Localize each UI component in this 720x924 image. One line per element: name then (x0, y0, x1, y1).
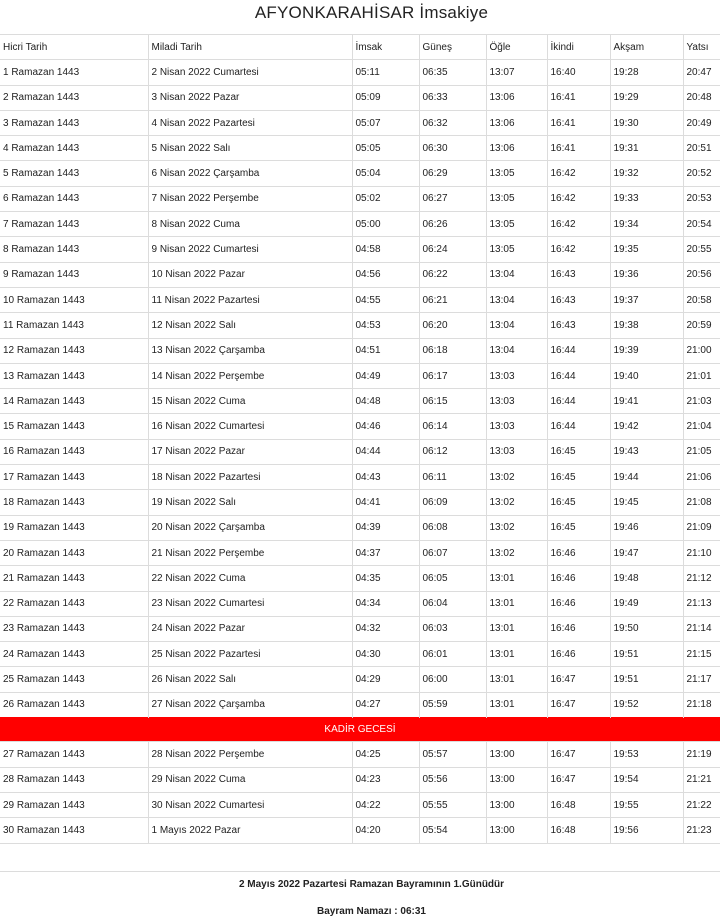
cell-imsak: 04:20 (352, 818, 419, 843)
cell-aksam: 19:39 (610, 338, 683, 363)
cell-miladi-tarih: 2 Nisan 2022 Cumartesi (148, 60, 352, 85)
cell-imsak: 04:51 (352, 338, 419, 363)
footer-divider (0, 871, 720, 872)
cell-aksam: 19:38 (610, 313, 683, 338)
cell-gunes: 06:27 (419, 186, 486, 211)
cell-miladi-tarih: 9 Nisan 2022 Cumartesi (148, 237, 352, 262)
table-row (0, 313, 720, 338)
cell-hicri-tarih: 13 Ramazan 1443 (0, 363, 148, 388)
cell-gunes: 06:26 (419, 212, 486, 237)
cell-gunes: 06:18 (419, 338, 486, 363)
cell-miladi-tarih: 16 Nisan 2022 Cumartesi (148, 414, 352, 439)
cell-yatsi: 20:58 (683, 287, 720, 312)
table-row (0, 262, 720, 287)
header-imsak: İmsak (352, 35, 419, 60)
cell-hicri-tarih: 5 Ramazan 1443 (0, 161, 148, 186)
table-row (0, 110, 720, 135)
cell-imsak: 04:34 (352, 591, 419, 616)
cell-imsak: 04:32 (352, 616, 419, 641)
cell-imsak: 04:29 (352, 667, 419, 692)
cell-ikindi: 16:48 (547, 818, 610, 843)
cell-miladi-tarih: 14 Nisan 2022 Perşembe (148, 363, 352, 388)
cell-miladi-tarih: 27 Nisan 2022 Çarşamba (148, 692, 352, 717)
cell-ogle: 13:05 (486, 237, 547, 262)
cell-imsak: 04:35 (352, 566, 419, 591)
cell-yatsi: 21:08 (683, 490, 720, 515)
table-row (0, 465, 720, 490)
cell-miladi-tarih: 3 Nisan 2022 Pazar (148, 85, 352, 110)
cell-yatsi: 21:05 (683, 439, 720, 464)
cell-yatsi: 21:23 (683, 818, 720, 843)
cell-ikindi: 16:47 (547, 767, 610, 792)
cell-gunes: 06:00 (419, 667, 486, 692)
cell-aksam: 19:30 (610, 110, 683, 135)
cell-hicri-tarih: 27 Ramazan 1443 (0, 742, 148, 767)
cell-hicri-tarih: 12 Ramazan 1443 (0, 338, 148, 363)
cell-miladi-tarih: 4 Nisan 2022 Pazartesi (148, 110, 352, 135)
table-body (0, 60, 720, 843)
cell-aksam: 19:43 (610, 439, 683, 464)
cell-miladi-tarih: 18 Nisan 2022 Pazartesi (148, 465, 352, 490)
page-title: AFYONKARAHİSAR İmsakiye (254, 3, 489, 22)
table-row (0, 85, 720, 110)
cell-ogle: 13:06 (486, 136, 547, 161)
cell-ikindi: 16:41 (547, 110, 610, 135)
cell-ogle: 13:01 (486, 591, 547, 616)
cell-miladi-tarih: 24 Nisan 2022 Pazar (148, 616, 352, 641)
cell-ikindi: 16:44 (547, 414, 610, 439)
cell-yatsi: 20:51 (683, 136, 720, 161)
header-aksam: Akşam (610, 35, 683, 60)
cell-aksam: 19:42 (610, 414, 683, 439)
cell-aksam: 19:35 (610, 237, 683, 262)
cell-imsak: 04:27 (352, 692, 419, 717)
cell-aksam: 19:34 (610, 212, 683, 237)
cell-ikindi: 16:45 (547, 490, 610, 515)
cell-hicri-tarih: 23 Ramazan 1443 (0, 616, 148, 641)
cell-ogle: 13:02 (486, 465, 547, 490)
table-row (0, 692, 720, 717)
cell-gunes: 05:55 (419, 792, 486, 817)
cell-miladi-tarih: 19 Nisan 2022 Salı (148, 490, 352, 515)
cell-yatsi: 20:48 (683, 85, 720, 110)
cell-aksam: 19:53 (610, 742, 683, 767)
cell-hicri-tarih: 16 Ramazan 1443 (0, 439, 148, 464)
cell-ikindi: 16:44 (547, 389, 610, 414)
table-row (0, 515, 720, 540)
cell-miladi-tarih: 15 Nisan 2022 Cuma (148, 389, 352, 414)
cell-ikindi: 16:47 (547, 742, 610, 767)
cell-hicri-tarih: 19 Ramazan 1443 (0, 515, 148, 540)
cell-yatsi: 21:14 (683, 616, 720, 641)
table-row (0, 642, 720, 667)
cell-ogle: 13:04 (486, 262, 547, 287)
table-row (0, 237, 720, 262)
cell-gunes: 05:59 (419, 692, 486, 717)
cell-miladi-tarih: 1 Mayıs 2022 Pazar (148, 818, 352, 843)
cell-gunes: 06:08 (419, 515, 486, 540)
cell-aksam: 19:52 (610, 692, 683, 717)
kadir-gecesi-row (0, 718, 720, 742)
cell-hicri-tarih: 4 Ramazan 1443 (0, 136, 148, 161)
imsakiye-table (0, 34, 720, 844)
cell-ikindi: 16:41 (547, 136, 610, 161)
cell-gunes: 06:24 (419, 237, 486, 262)
cell-ikindi: 16:42 (547, 212, 610, 237)
cell-gunes: 06:01 (419, 642, 486, 667)
cell-miladi-tarih: 13 Nisan 2022 Çarşamba (148, 338, 352, 363)
cell-yatsi: 21:12 (683, 566, 720, 591)
header-miladi-tarih: Miladi Tarih (148, 35, 352, 60)
table-row (0, 439, 720, 464)
cell-yatsi: 21:22 (683, 792, 720, 817)
cell-aksam: 19:40 (610, 363, 683, 388)
cell-aksam: 19:45 (610, 490, 683, 515)
cell-imsak: 04:30 (352, 642, 419, 667)
cell-miladi-tarih: 10 Nisan 2022 Pazar (148, 262, 352, 287)
table-row (0, 591, 720, 616)
cell-hicri-tarih: 6 Ramazan 1443 (0, 186, 148, 211)
cell-yatsi: 20:52 (683, 161, 720, 186)
cell-aksam: 19:51 (610, 667, 683, 692)
table-row (0, 540, 720, 565)
cell-gunes: 06:32 (419, 110, 486, 135)
cell-ogle: 13:00 (486, 742, 547, 767)
cell-miladi-tarih: 29 Nisan 2022 Cuma (148, 767, 352, 792)
cell-ikindi: 16:43 (547, 313, 610, 338)
header-gunes: Güneş (419, 35, 486, 60)
cell-ogle: 13:05 (486, 212, 547, 237)
cell-hicri-tarih: 1 Ramazan 1443 (0, 60, 148, 85)
cell-ikindi: 16:43 (547, 262, 610, 287)
cell-yatsi: 21:15 (683, 642, 720, 667)
cell-hicri-tarih: 8 Ramazan 1443 (0, 237, 148, 262)
cell-ikindi: 16:46 (547, 540, 610, 565)
cell-ogle: 13:01 (486, 642, 547, 667)
cell-aksam: 19:28 (610, 60, 683, 85)
cell-miladi-tarih: 28 Nisan 2022 Perşembe (148, 742, 352, 767)
cell-imsak: 05:04 (352, 161, 419, 186)
cell-yatsi: 20:49 (683, 110, 720, 135)
table-row (0, 186, 720, 211)
cell-hicri-tarih: 2 Ramazan 1443 (0, 85, 148, 110)
cell-hicri-tarih: 3 Ramazan 1443 (0, 110, 148, 135)
cell-aksam: 19:50 (610, 616, 683, 641)
cell-yatsi: 20:59 (683, 313, 720, 338)
cell-ogle: 13:01 (486, 616, 547, 641)
cell-miladi-tarih: 30 Nisan 2022 Cumartesi (148, 792, 352, 817)
cell-miladi-tarih: 11 Nisan 2022 Pazartesi (148, 287, 352, 312)
cell-yatsi: 21:03 (683, 389, 720, 414)
cell-gunes: 06:20 (419, 313, 486, 338)
header-ogle: Öğle (486, 35, 547, 60)
cell-gunes: 06:14 (419, 414, 486, 439)
cell-ogle: 13:06 (486, 110, 547, 135)
cell-ogle: 13:04 (486, 313, 547, 338)
cell-yatsi: 20:53 (683, 186, 720, 211)
cell-ogle: 13:05 (486, 186, 547, 211)
cell-yatsi: 21:04 (683, 414, 720, 439)
cell-ikindi: 16:42 (547, 237, 610, 262)
cell-miladi-tarih: 7 Nisan 2022 Perşembe (148, 186, 352, 211)
cell-ogle: 13:02 (486, 515, 547, 540)
cell-gunes: 06:35 (419, 60, 486, 85)
cell-yatsi: 20:55 (683, 237, 720, 262)
cell-hicri-tarih: 22 Ramazan 1443 (0, 591, 148, 616)
cell-aksam: 19:37 (610, 287, 683, 312)
cell-hicri-tarih: 28 Ramazan 1443 (0, 767, 148, 792)
cell-ogle: 13:03 (486, 414, 547, 439)
cell-imsak: 04:39 (352, 515, 419, 540)
cell-ikindi: 16:45 (547, 465, 610, 490)
cell-ikindi: 16:42 (547, 161, 610, 186)
cell-hicri-tarih: 17 Ramazan 1443 (0, 465, 148, 490)
table-row (0, 136, 720, 161)
cell-aksam: 19:48 (610, 566, 683, 591)
cell-ogle: 13:04 (486, 338, 547, 363)
cell-miladi-tarih: 8 Nisan 2022 Cuma (148, 212, 352, 237)
cell-miladi-tarih: 17 Nisan 2022 Pazar (148, 439, 352, 464)
cell-ogle: 13:01 (486, 566, 547, 591)
cell-gunes: 06:04 (419, 591, 486, 616)
cell-hicri-tarih: 9 Ramazan 1443 (0, 262, 148, 287)
cell-hicri-tarih: 24 Ramazan 1443 (0, 642, 148, 667)
table-row (0, 338, 720, 363)
cell-ogle: 13:02 (486, 490, 547, 515)
imsakiye-table-wrapper (0, 34, 720, 844)
cell-imsak: 05:11 (352, 60, 419, 85)
cell-imsak: 04:46 (352, 414, 419, 439)
cell-ikindi: 16:46 (547, 616, 610, 641)
cell-imsak: 05:00 (352, 212, 419, 237)
table-row (0, 490, 720, 515)
cell-aksam: 19:36 (610, 262, 683, 287)
table-row (0, 818, 720, 843)
cell-ogle: 13:03 (486, 439, 547, 464)
cell-hicri-tarih: 25 Ramazan 1443 (0, 667, 148, 692)
cell-gunes: 06:17 (419, 363, 486, 388)
cell-miladi-tarih: 6 Nisan 2022 Çarşamba (148, 161, 352, 186)
cell-gunes: 06:30 (419, 136, 486, 161)
cell-imsak: 04:58 (352, 237, 419, 262)
table-row (0, 566, 720, 591)
bayram-namazi: Bayram Namazı : 06:31 (317, 906, 426, 917)
cell-hicri-tarih: 29 Ramazan 1443 (0, 792, 148, 817)
cell-yatsi: 21:13 (683, 591, 720, 616)
cell-miladi-tarih: 12 Nisan 2022 Salı (148, 313, 352, 338)
table-row (0, 667, 720, 692)
cell-gunes: 06:21 (419, 287, 486, 312)
cell-yatsi: 21:01 (683, 363, 720, 388)
header-ikindi: İkindi (547, 35, 610, 60)
cell-gunes: 06:11 (419, 465, 486, 490)
cell-imsak: 04:25 (352, 742, 419, 767)
cell-miladi-tarih: 25 Nisan 2022 Pazartesi (148, 642, 352, 667)
table-row (0, 792, 720, 817)
cell-imsak: 05:02 (352, 186, 419, 211)
cell-imsak: 04:55 (352, 287, 419, 312)
cell-hicri-tarih: 21 Ramazan 1443 (0, 566, 148, 591)
table-row (0, 363, 720, 388)
cell-imsak: 04:53 (352, 313, 419, 338)
cell-gunes: 06:09 (419, 490, 486, 515)
cell-aksam: 19:29 (610, 85, 683, 110)
cell-hicri-tarih: 11 Ramazan 1443 (0, 313, 148, 338)
cell-miladi-tarih: 5 Nisan 2022 Salı (148, 136, 352, 161)
cell-ogle: 13:01 (486, 692, 547, 717)
cell-yatsi: 21:17 (683, 667, 720, 692)
cell-imsak: 04:48 (352, 389, 419, 414)
cell-aksam: 19:31 (610, 136, 683, 161)
table-row (0, 389, 720, 414)
cell-gunes: 06:22 (419, 262, 486, 287)
cell-ikindi: 16:47 (547, 692, 610, 717)
cell-hicri-tarih: 10 Ramazan 1443 (0, 287, 148, 312)
cell-gunes: 05:57 (419, 742, 486, 767)
cell-hicri-tarih: 14 Ramazan 1443 (0, 389, 148, 414)
cell-hicri-tarih: 18 Ramazan 1443 (0, 490, 148, 515)
cell-aksam: 19:55 (610, 792, 683, 817)
kadir-gecesi-label: KADİR GECESİ (0, 718, 720, 742)
cell-ogle: 13:04 (486, 287, 547, 312)
cell-hicri-tarih: 30 Ramazan 1443 (0, 818, 148, 843)
cell-hicri-tarih: 26 Ramazan 1443 (0, 692, 148, 717)
cell-imsak: 05:07 (352, 110, 419, 135)
table-header-row (0, 35, 720, 60)
cell-aksam: 19:33 (610, 186, 683, 211)
cell-aksam: 19:47 (610, 540, 683, 565)
cell-ikindi: 16:46 (547, 642, 610, 667)
cell-gunes: 05:54 (419, 818, 486, 843)
cell-gunes: 05:56 (419, 767, 486, 792)
cell-hicri-tarih: 7 Ramazan 1443 (0, 212, 148, 237)
cell-imsak: 04:41 (352, 490, 419, 515)
cell-imsak: 04:44 (352, 439, 419, 464)
cell-ogle: 13:00 (486, 818, 547, 843)
cell-imsak: 04:49 (352, 363, 419, 388)
cell-gunes: 06:05 (419, 566, 486, 591)
cell-ogle: 13:06 (486, 85, 547, 110)
cell-hicri-tarih: 15 Ramazan 1443 (0, 414, 148, 439)
cell-ikindi: 16:41 (547, 85, 610, 110)
cell-gunes: 06:07 (419, 540, 486, 565)
cell-aksam: 19:51 (610, 642, 683, 667)
cell-ikindi: 16:44 (547, 363, 610, 388)
cell-ikindi: 16:40 (547, 60, 610, 85)
cell-aksam: 19:32 (610, 161, 683, 186)
cell-gunes: 06:15 (419, 389, 486, 414)
cell-ikindi: 16:42 (547, 186, 610, 211)
table-row (0, 742, 720, 767)
table-row (0, 60, 720, 85)
cell-ikindi: 16:45 (547, 439, 610, 464)
cell-imsak: 04:56 (352, 262, 419, 287)
cell-yatsi: 20:54 (683, 212, 720, 237)
cell-gunes: 06:29 (419, 161, 486, 186)
cell-yatsi: 21:21 (683, 767, 720, 792)
bayram-note: 2 Mayıs 2022 Pazartesi Ramazan Bayramının 1.Günüdür (238, 879, 505, 890)
cell-miladi-tarih: 26 Nisan 2022 Salı (148, 667, 352, 692)
cell-ogle: 13:07 (486, 60, 547, 85)
table-row (0, 616, 720, 641)
cell-ogle: 13:00 (486, 792, 547, 817)
cell-gunes: 06:03 (419, 616, 486, 641)
cell-imsak: 05:09 (352, 85, 419, 110)
cell-ogle: 13:02 (486, 540, 547, 565)
cell-ikindi: 16:48 (547, 792, 610, 817)
cell-aksam: 19:56 (610, 818, 683, 843)
cell-aksam: 19:41 (610, 389, 683, 414)
cell-imsak: 04:43 (352, 465, 419, 490)
cell-ogle: 13:01 (486, 667, 547, 692)
cell-yatsi: 21:06 (683, 465, 720, 490)
cell-aksam: 19:46 (610, 515, 683, 540)
cell-miladi-tarih: 23 Nisan 2022 Cumartesi (148, 591, 352, 616)
cell-yatsi: 21:10 (683, 540, 720, 565)
cell-imsak: 04:22 (352, 792, 419, 817)
cell-aksam: 19:44 (610, 465, 683, 490)
cell-ikindi: 16:46 (547, 591, 610, 616)
cell-gunes: 06:33 (419, 85, 486, 110)
cell-ogle: 13:03 (486, 389, 547, 414)
cell-ogle: 13:03 (486, 363, 547, 388)
table-row (0, 212, 720, 237)
cell-hicri-tarih: 20 Ramazan 1443 (0, 540, 148, 565)
cell-yatsi: 20:47 (683, 60, 720, 85)
cell-miladi-tarih: 22 Nisan 2022 Cuma (148, 566, 352, 591)
cell-miladi-tarih: 21 Nisan 2022 Perşembe (148, 540, 352, 565)
header-hicri-tarih: Hicri Tarih (0, 35, 148, 60)
cell-gunes: 06:12 (419, 439, 486, 464)
cell-ogle: 13:00 (486, 767, 547, 792)
cell-yatsi: 21:09 (683, 515, 720, 540)
cell-imsak: 04:23 (352, 767, 419, 792)
cell-yatsi: 21:00 (683, 338, 720, 363)
cell-miladi-tarih: 20 Nisan 2022 Çarşamba (148, 515, 352, 540)
table-row (0, 767, 720, 792)
cell-ikindi: 16:44 (547, 338, 610, 363)
cell-ikindi: 16:43 (547, 287, 610, 312)
cell-aksam: 19:54 (610, 767, 683, 792)
cell-imsak: 05:05 (352, 136, 419, 161)
cell-ikindi: 16:47 (547, 667, 610, 692)
header-yatsi: Yatsı (683, 35, 720, 60)
cell-imsak: 04:37 (352, 540, 419, 565)
table-row (0, 414, 720, 439)
cell-ikindi: 16:45 (547, 515, 610, 540)
cell-yatsi: 21:18 (683, 692, 720, 717)
cell-yatsi: 21:19 (683, 742, 720, 767)
table-row (0, 161, 720, 186)
table-row (0, 287, 720, 312)
cell-ikindi: 16:46 (547, 566, 610, 591)
cell-aksam: 19:49 (610, 591, 683, 616)
cell-yatsi: 20:56 (683, 262, 720, 287)
cell-ogle: 13:05 (486, 161, 547, 186)
